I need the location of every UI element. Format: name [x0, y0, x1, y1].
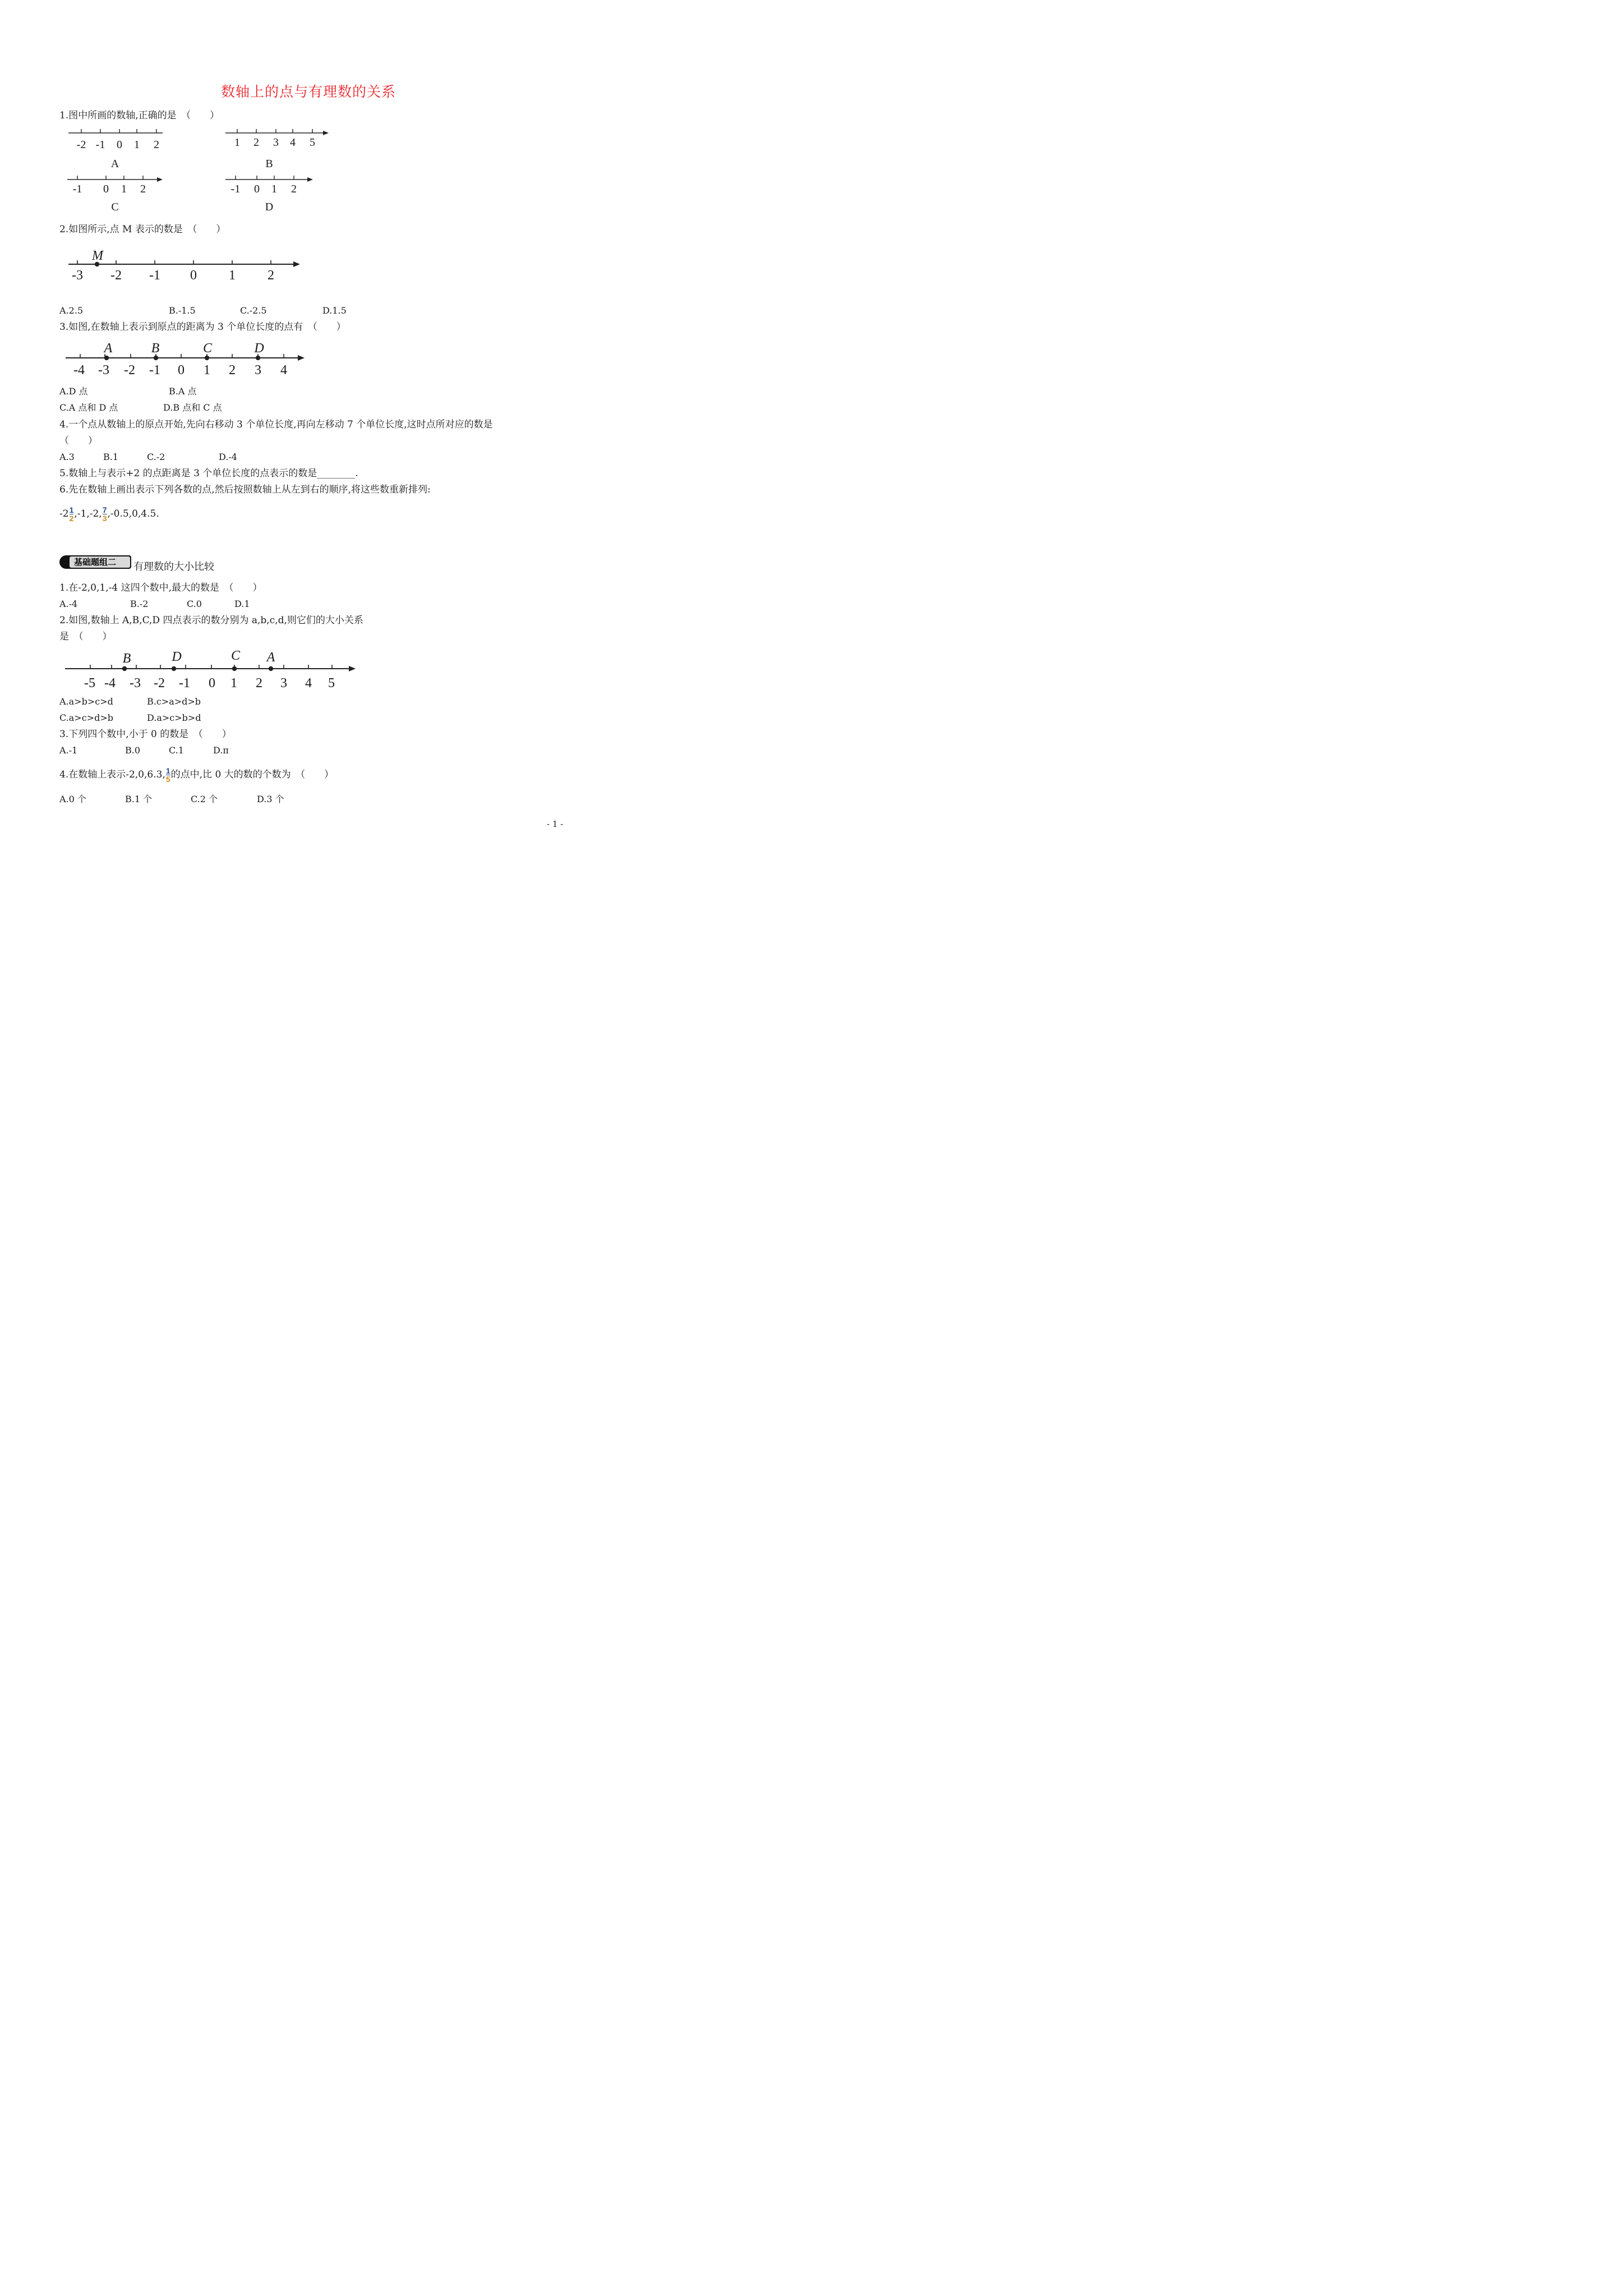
q4-option-b: B.1 [103, 452, 119, 462]
tick-label: -1 [95, 139, 105, 151]
point-a [104, 356, 109, 360]
q3-stem: 3.如图,在数轴上表示到原点的距离为 3 个单位长度的点有 （ ） [59, 321, 346, 333]
p2-q4-stem [59, 762, 334, 788]
tick-label: 3 [280, 676, 287, 691]
p2-q2-option-c: C.a>c>d>b [59, 712, 113, 723]
q6-mid: ,-1,-2, [74, 508, 102, 519]
p2-q2-stem-cont: 是 （ ） [59, 631, 112, 642]
tick-label: 0 [178, 363, 185, 378]
point-label-c: C [230, 648, 241, 663]
tick-label: 1 [234, 136, 240, 149]
tick-label: 3 [255, 363, 261, 378]
tick-label: 4 [290, 136, 296, 149]
tick-label: -2 [110, 268, 122, 283]
q2-stem: 2.如图所示,点 M 表示的数是 （ ） [59, 224, 226, 235]
option-label-c: C [111, 201, 119, 213]
q2-number-line [68, 249, 300, 283]
point-c [232, 666, 237, 671]
q2-option-c: C.-2.5 [240, 305, 267, 316]
tick-label: 4 [280, 363, 287, 378]
tick-label: 2 [154, 139, 159, 151]
tick-label: 1 [229, 268, 236, 283]
tick-label: -3 [98, 363, 109, 378]
q5-stem: 5.数轴上与表示+2 的点距离是 3 个单位长度的点表示的数是________. [59, 468, 358, 479]
p2-q1-option-a: A.-4 [59, 599, 78, 609]
q4-stem: 4.一个点从数轴上的原点开始,先向右移动 3 个单位长度,再向左移动 7 个单位长度,这时点所对应的数是 [59, 419, 493, 430]
point-label-b: B [122, 651, 131, 666]
option-label-a: A [110, 158, 119, 170]
p2-q3-option-d: D.π [213, 745, 229, 756]
tick-label: 2 [253, 136, 259, 149]
point-label-m: M [92, 249, 103, 263]
p2-q1-stem: 1.在-2,0,1,-4 这四个数中,最大的数是 （ ） [59, 582, 262, 593]
point-label-b: B [151, 341, 160, 356]
tick-label: 0 [254, 183, 260, 195]
q6-n1-whole: -2 [59, 508, 69, 519]
q2-option-b: B.-1.5 [169, 305, 196, 316]
point-d [172, 666, 176, 671]
page-title: 数轴上的点与有理数的关系 [220, 84, 396, 100]
tick-label: 2 [229, 363, 236, 378]
point-d [256, 356, 260, 360]
tick-label: -1 [149, 268, 160, 283]
q6-stem: 6.先在数轴上画出表示下列各数的点,然后按照数轴上从左到右的顺序,将这些数重新排列: [59, 484, 431, 495]
section-badge [59, 555, 131, 569]
p2-q2-option-b: B.c>a>d>b [147, 696, 201, 707]
p2-q2-number-line [65, 648, 356, 691]
q4-option-a: A.3 [59, 452, 75, 462]
tick-label: -4 [73, 363, 85, 378]
p2-q2-option-a: A.a>b>c>d [59, 696, 113, 707]
p2-q3-option-b: B.0 [125, 745, 141, 756]
p2-q3-stem: 3.下列四个数中,小于 0 的数是 （ ） [59, 729, 232, 740]
p2-q4-option-c: C.2 个 [191, 794, 218, 804]
q1-number-line-a [68, 129, 163, 170]
q1-stem: 1.图中所画的数轴,正确的是 （ ） [59, 110, 220, 121]
tick-label: 0 [209, 676, 215, 691]
tick-label: 4 [305, 676, 312, 691]
p2-q4-option-a: A.0 个 [59, 794, 86, 804]
p2-q4-stem-a: 4.在数轴上表示-2,0,6.3, [59, 769, 165, 780]
tick-label: -2 [154, 676, 165, 691]
point-c [205, 356, 209, 360]
q3-option-d: D.B 点和 C 点 [163, 402, 222, 413]
point-label-a: A [266, 650, 275, 665]
tick-label: 2 [268, 268, 274, 283]
fraction: $\frac{7}{3}$ [102, 505, 107, 523]
tick-label: -1 [179, 676, 190, 691]
option-label-b: B [265, 158, 273, 170]
tick-label: 3 [273, 136, 279, 149]
q1-number-line-c [67, 176, 163, 213]
tick-label: -2 [124, 363, 135, 378]
tick-label: 5 [310, 136, 315, 149]
q3-option-c: C.A 点和 D 点 [59, 402, 118, 413]
point-a [269, 666, 273, 671]
tick-label: -2 [76, 139, 86, 151]
q3-option-a: A.D 点 [59, 386, 88, 397]
q4-option-c: C.-2 [147, 452, 165, 462]
q2-option-d: D.1.5 [322, 305, 347, 316]
tick-label: 2 [256, 676, 262, 691]
p2-q3-option-c: C.1 [169, 745, 184, 756]
point-b [122, 666, 127, 671]
option-label-d: D [265, 201, 274, 213]
q1-number-line-d [225, 176, 313, 213]
p2-q4-option-b: B.1 个 [125, 794, 153, 804]
q3-number-line [66, 341, 305, 378]
p2-q4-option-d: D.3 个 [257, 794, 284, 804]
tick-label: 2 [140, 183, 146, 195]
point-label-d: D [172, 650, 182, 664]
q6-tail: ,-0.5,0,4.5. [107, 508, 159, 519]
p2-q2-stem: 2.如图,数轴上 A,B,C,D 四点表示的数分别为 a,b,c,d,则它们的大小关系 [59, 615, 363, 626]
q4-paren: （ ） [59, 435, 98, 447]
tick-label: -1 [72, 183, 82, 195]
p2-q3-option-a: A.-1 [59, 745, 78, 756]
tick-label: -5 [84, 676, 95, 691]
tick-label: 0 [117, 139, 122, 151]
tick-label: 2 [291, 183, 297, 195]
tick-label: -3 [130, 676, 141, 691]
p2-q1-option-d: D.1 [234, 599, 250, 609]
p2-q2-option-d: D.a>c>b>d [147, 712, 201, 723]
tick-label: 5 [328, 676, 335, 691]
tick-label: -3 [72, 268, 83, 283]
tick-label: 1 [271, 183, 277, 195]
page-number: - 1 - [547, 819, 564, 829]
q4-option-d: D.-4 [219, 452, 237, 462]
tick-label: 0 [190, 268, 197, 283]
tick-label: -1 [149, 363, 160, 378]
p2-q4-stem-b: 的点中,比 0 大的数的个数为 （ ） [170, 769, 334, 780]
point-label-a: A [104, 341, 113, 356]
section-badge-label: 基础题组二 [74, 557, 117, 567]
q6-numbers [59, 501, 159, 527]
tick-label: 0 [103, 183, 109, 195]
section-title: 有理数的大小比较 [133, 561, 214, 573]
tick-label: 1 [121, 183, 127, 195]
p2-q1-option-c: C.0 [187, 599, 202, 609]
tick-label: -1 [230, 183, 241, 195]
tick-label: -4 [104, 676, 116, 691]
p2-q1-option-b: B.-2 [130, 599, 149, 609]
tick-label: 1 [204, 363, 210, 378]
point-label-d: D [254, 341, 264, 356]
fraction: $\frac{1}{2}$ [69, 505, 74, 523]
q3-option-b: B.A 点 [169, 386, 197, 397]
q1-number-line-b [225, 129, 329, 170]
tick-label: 1 [134, 139, 140, 151]
point-b [154, 356, 158, 360]
point-label-c: C [202, 341, 213, 356]
tick-label: 1 [230, 676, 237, 691]
q2-option-a: A.2.5 [59, 305, 84, 316]
fraction: $\frac{1}{5}$ [165, 766, 170, 784]
